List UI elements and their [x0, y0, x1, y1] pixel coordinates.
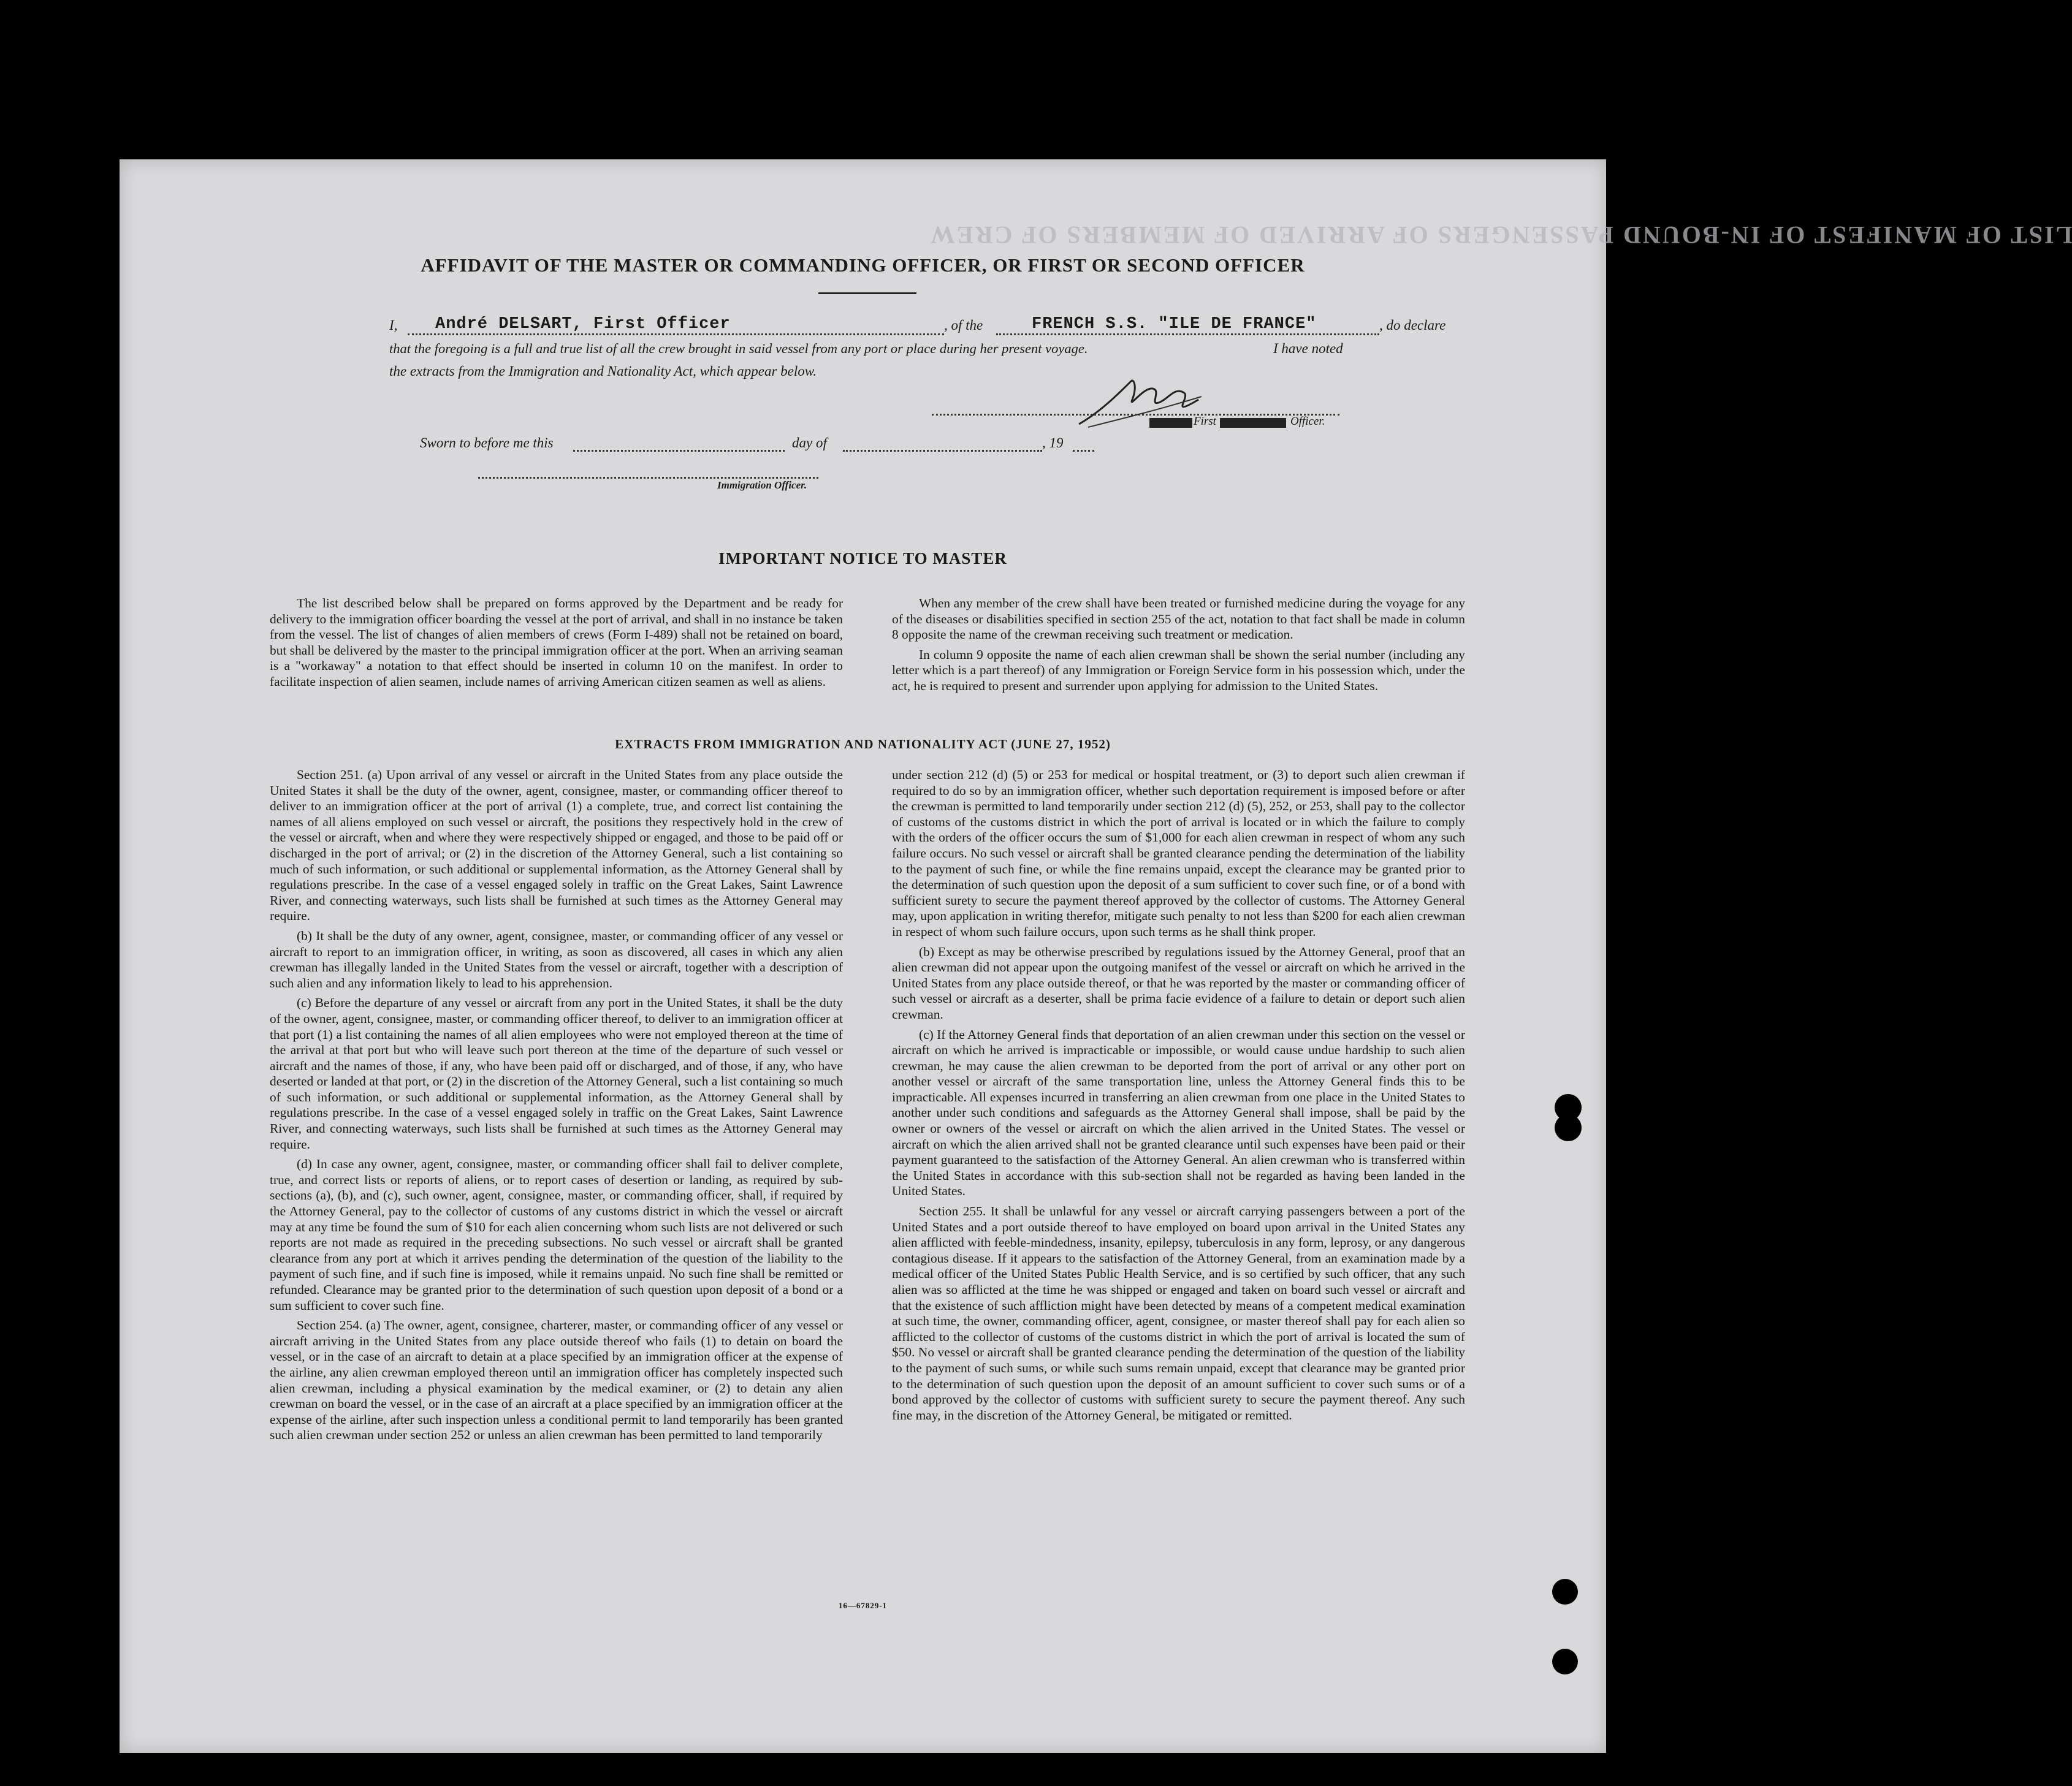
- bleed-through-heading: LIST OF MANIFEST OF IN-BOUND PASSENGERS OF ARRIVED OF MEMBERS OF CREW: [929, 221, 2072, 249]
- declaration-line-3: the extracts from the Immigration and Nationality Act, which appear below.: [389, 363, 817, 379]
- of-the-label: , of the: [944, 317, 983, 333]
- name-fill-line: [408, 333, 944, 335]
- section-251-c: (c) Before the departure of any vessel or aircraft from any port in the United States, it shall be the duty of the owner, agent, consignee, master, or commanding officer thereof, to deliver to an immigration officer at that port (1) a list containing the names of all alien employees who were not employed thereon at the time of the arrival at that port but who will leave such port thereon at the time of the departure of such vessel or aircraft and the names of those, if any, who have been paid off or discharged, and of those, if any, who have deserted or landed at that port, or (2) in the discretion of the Attorney General, such a list containing so much of such information, or such additional or supplemental information, as the Attorney General shall by regulations prescribe. In the case of a vessel engaged solely in traffic on the Great Lakes, Saint Lawrence River, and connecting waterways, such lists shall be furnished at such times as the Attorney General may require.: [270, 995, 843, 1152]
- section-254-c: (c) If the Attorney General finds that deportation of an alien crewman under this section on the vessel or aircraft on which he arrived is impracticable or impossible, or would cause undue hardship to such alien crewman, he may cause the alien crewman to be deported from the port of arrival or any other port on another vessel or aircraft of the same transportation line, unless the Attorney General finds this to be impracticable. All expenses incurred in transferring an alien crewman from one place in the United States to another under such conditions and safeguards as the Attorney General shall impose, shall be paid by the owner or owners of the vessel or aircraft on which the alien arrived in the United States. The vessel or aircraft on which the alien arrived shall not be granted clearance until such expenses have been paid or their payment guaranteed to the satisfaction of the Attorney General. An alien crewman who is transferred within the United States in accordance with this sub-section shall not be regarded as having been landed in the United States.: [892, 1027, 1465, 1199]
- section-254-a-continued: under section 212 (d) (5) or 253 for medical or hospital treatment, or (3) to deport such alien crewman if required to do so by an immigration officer, whether such deportation requirement is imposed before or after the crewman is permitted to land temporarily under section 212 (d) (5), 252, or 253, shall pay to the collector of customs of the customs district in which the port of arrival is located or in which the failure to comply with the orders of the officer occurs the sum of $1,000 for each alien crewman in respect of whom any such failure occurs. No such vessel or aircraft shall be granted clearance pending the determination of the liability to the payment of such fine, or while the fine remains unpaid, except the clearance may be granted prior to the determination of such question upon the deposit of a sum sufficient to cover such fine, or of a bond with sufficient surety to secure the payment thereof approved by the collector of customs. The Attorney General may, upon application in writing therefor, mitigate such penalty to not less than $200 for each alien crewman in respect of whom such failure occurs, upon such terms as he shall think proper.: [892, 767, 1465, 939]
- sworn-month-line: [843, 450, 1042, 452]
- declaration-line-2-tail: I have noted: [1273, 341, 1343, 356]
- redacted-title-block-2: [1220, 418, 1286, 428]
- officer-label: Officer.: [1290, 415, 1325, 428]
- extracts-left-column: [270, 767, 843, 1448]
- notice-right-paragraph-2: In column 9 opposite the name of each alien crewman shall be shown the serial number (including any letter which is a part thereof) of any Immigration or Foreign Service form in his possession which, under the act, he is required to present and surrender upon applying for admission to the United States.: [892, 647, 1465, 693]
- section-251-a: Section 251. (a) Upon arrival of any vessel or aircraft in the United States from any place outside the United States it shall be the duty of the owner, agent, consignee, master, or commanding officer thereof to deliver to an immigration officer at the port of arrival (1) a complete, true, and correct list containing the names of all aliens employed on such vessel or aircraft, the positions they respectively hold in the crew of the vessel or aircraft, when and where they were respectively shipped or engaged, and those to be paid off or discharged in the port of arrival; or (2) in the discretion of the Attorney General, such a list containing so much of such information, or such additional or supplemental information, as the Attorney General shall by regulations prescribe. In the case of a vessel engaged solely in traffic on the Great Lakes, Saint Lawrence River, and connecting waterways, such lists shall be furnished at such times as the Attorney General may require.: [270, 767, 843, 924]
- notice-left-paragraph: The list described below shall be prepared on forms approved by the Department and be ready for delivery to the immigration officer boarding the vessel at the port of arrival, and shall in no instance be taken from the vessel. The list of changes of alien members of crews (Form I-489) shall not be retained on board, but shall be delivered by the master to the principal immigration officer at the port. When an arriving seaman is a "workaway" a notation to that effect should be inserted in column 10 on the manifest. In order to facilitate inspection of alien seamen, include names of arriving American citizen seamen as well as aliens.: [270, 596, 843, 689]
- extracts-title: EXTRACTS FROM IMMIGRATION AND NATIONALITY ACT (JUNE 27, 1952): [615, 737, 1111, 751]
- section-251-b: (b) It shall be the duty of any owner, agent, consignee, master, or commanding officer of any vessel or aircraft to report to an immigration officer, in writing, as soon as discovered, all cases in which any alien crewman has illegally landed in the United States from the vessel or aircraft, together with a description of such alien and any information likely to lead to his apprehension.: [270, 928, 843, 990]
- immigration-officer-line: [478, 477, 818, 479]
- notice-title: IMPORTANT NOTICE TO MASTER: [718, 549, 1007, 568]
- declaration-lead: I,: [389, 317, 398, 333]
- officer-prefix: First: [1194, 415, 1216, 428]
- punch-hole-mark: [1552, 1649, 1578, 1674]
- year-label: , 19: [1042, 435, 1064, 450]
- punch-hole-mark: [1555, 1114, 1582, 1141]
- section-251-d: (d) In case any owner, agent, consignee, master, or commanding officer shall fail to deliver complete, true, and correct lists or reports of aliens, or to report cases of desertion or landing, as required by sub-sections (a), (b), and (c), such owner, agent, consignee, master, or commanding officer, shall, if required by the Attorney General, pay to the collector of customs of any customs district in which the vessel or aircraft may at any time be found the sum of $10 for each alien concerning whom such lists are not delivered or such reports are not made as required in the preceding subsections. No such vessel or aircraft shall be granted clearance from any port at which it arrives pending the determination of the question of the liability to the payment of such fine, and if such fine is imposed, while it remains unpaid. No such fine shall be remitted or refunded. Clearance may be granted prior to the determination of such question upon deposit of a bond or a sum sufficient to cover such fine.: [270, 1157, 843, 1313]
- punch-hole-mark: [1552, 1579, 1578, 1605]
- notice-left-column: [270, 596, 843, 694]
- section-254-b: (b) Except as may be otherwise prescribed by regulations issued by the Attorney General, proof that an alien crewman did not appear upon the outgoing manifest of the vessel or aircraft on which he arrived in the United States from any place outside thereof, or that he was reported by the master or commanding officer of such vessel or aircraft as a deserter, shall be prima facie evidence of a failure to detain or deport such alien crewman.: [892, 944, 1465, 1022]
- sworn-text: Sworn to before me this: [420, 435, 554, 450]
- notice-right-paragraph-1: When any member of the crew shall have been treated or furnished medicine during the voyage for any of the diseases or disabilities specified in section 255 of the act, notation to that fact shall be made in column 8 opposite the name of the crewman receiving such treatment or medication.: [892, 596, 1465, 642]
- immigration-officer-label: Immigration Officer.: [717, 479, 807, 491]
- year-line: [1073, 450, 1094, 452]
- redacted-title-block: [1149, 418, 1192, 428]
- vessel-name-typed: FRENCH S.S. "ILE DE FRANCE": [1032, 315, 1317, 333]
- sworn-date-line: [573, 450, 785, 452]
- extracts-right-column: [892, 767, 1465, 1427]
- footer-form-code: 16—67829-1: [838, 1601, 888, 1610]
- document-sheet: [120, 159, 2072, 1753]
- declaration-line-2: that the foregoing is a full and true list of all the crew brought in said vessel from any port or place during her present voyage.: [389, 341, 1088, 356]
- do-declare-label: , do declare: [1379, 317, 1446, 333]
- affidavit-title: AFFIDAVIT OF THE MASTER OR COMMANDING OFFICER, OR FIRST OR SECOND OFFICER: [421, 254, 1305, 276]
- day-of-label: day of: [792, 435, 827, 450]
- notice-right-column: [892, 596, 1465, 699]
- title-rule: [818, 292, 916, 294]
- section-254-a: Section 254. (a) The owner, agent, consignee, charterer, master, or commanding officer of any vessel or aircraft arriving in the United States from any place outside thereof who fails (1) to detain on board the vessel, or in the case of an aircraft to detain at a place specified by an immigration officer at the expense of the airline, any alien crewman employed thereon until an immigration officer has completely inspected such alien crewman, including a physical examination by the medical examiner, or (2) to detain any alien crewman on board the vessel, or in the case of an aircraft at a place specified by an immigration officer at the expense of the airline, after such inspection unless a conditional permit to land temporarily has been granted such alien crewman under section 252 or unless an alien crewman has been permitted to land temporarily: [270, 1318, 843, 1443]
- section-255: Section 255. It shall be unlawful for any vessel or aircraft carrying passengers between a port of the United States and a port outside thereof to have employed on board upon arrival in the United States any alien afflicted with feeble-mindedness, insanity, epilepsy, tuberculosis in any form, leprosy, or any dangerous contagious disease. If it appears to the satisfaction of the Attorney General, from an examination made by a medical officer of the United States Public Health Service, and is so certified by such officer, that any such alien was so afflicted at the time he was shipped or engaged and taken on board such vessel or aircraft and that the existence of such affliction might have been detected by means of a competent medical examination at such time, the owner, commanding officer, agent, consignee, or master thereof shall pay for each alien so afflicted to the collector of customs of the customs district in which the port of arrival is located the sum of $50. No vessel or aircraft shall be granted clearance pending the determination of the question of the liability to the payment of such sums, or while such sums remain unpaid, except that clearance may be granted prior to the determination of such question upon the deposit of an amount sufficient to cover such sums or of a bond approved by the collector of customs with sufficient surety to secure the payment thereof. Any such fine may, in the discretion of the Attorney General, be mitigated or remitted.: [892, 1204, 1465, 1423]
- officer-name-typed: André DELSART, First Officer: [435, 315, 731, 333]
- vessel-fill-line: [996, 333, 1379, 335]
